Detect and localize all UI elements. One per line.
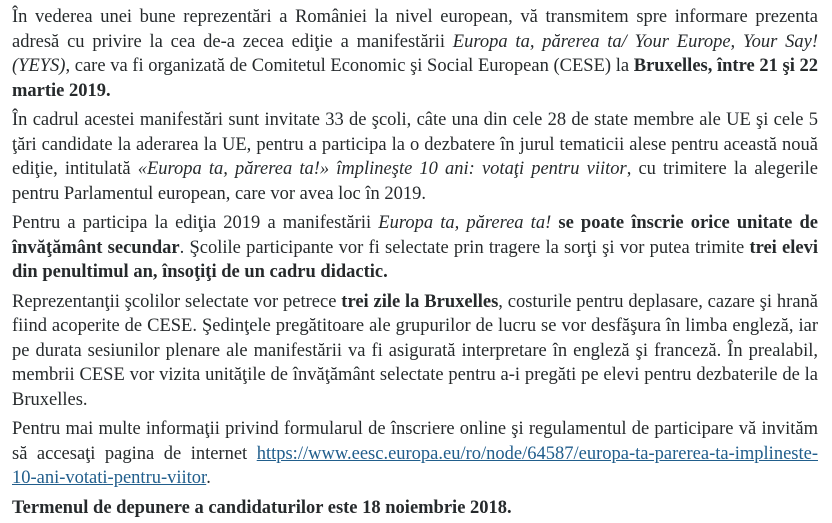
text-run: Reprezentanţii şcolilor selectate vor petrece (12, 291, 342, 312)
event-name-italic: Europa ta, părerea ta! (378, 213, 552, 233)
paragraph-deadline (12, 496, 818, 521)
text-run: . Şcolile participante vor fi selectate prin tragere la sorţi şi vor putea trimite (179, 237, 750, 258)
text-run: În cadrul acestei manifestări sunt invitate 33 de şcoli, câte una din cele 28 de state membre ale UE şi cele 5 ţări candidate la aderarea la UE, pentru a participa la o dezbatere în jurul tematicii alese pentru această nouă ediţie, intitulată (12, 110, 818, 179)
text-run: , cu trimitere la alegerile pentru Parlamentul european, care vor avea loc în 2019. (12, 159, 818, 204)
text-run: Pentru mai multe informaţii privind formularul de înscriere online şi regulamentul de participare vă invităm să accesaţi pagina de internet (12, 419, 818, 464)
event-title-italic: Europa ta, părerea ta/ Your Europe, Your Say! (YEYS) (12, 31, 818, 76)
paragraph-logistics (12, 290, 818, 413)
delegation-bold: trei elevi din penultimul an, însoţiţi de un cadru didactic. (12, 237, 818, 282)
paragraph-intro (12, 5, 818, 103)
duration-bold: trei zile la Bruxelles (341, 291, 499, 312)
text-run: Pentru a participa la ediţia 2019 a manifestării (12, 213, 379, 233)
paragraph-more-info (12, 417, 818, 491)
text-run: , care va fi organizată de Comitetul Economic şi Social European (CESE) la (65, 56, 634, 76)
paragraph-registration (12, 211, 818, 285)
text-run: , costurile pentru deplasare, cazare şi hrană fiind acoperite de CESE. Şedinţele pregătitoare ale grupurilor de lucru se vor desfăşura în limba engleză, iar pe durata sesiunilor plenare ale manifestării va fi asigurată interpretare în engleză şi franceză. În prealabil, membrii CESE vor vizita unităţile de învăţământ selectate pentru a-i pregăti pe elevi pentru dezbaterile de la Bruxelles. (12, 291, 818, 410)
paragraph-schools (12, 108, 818, 206)
event-date-bold: Bruxelles, între 21 şi 22 martie 2019. (12, 56, 818, 101)
edition-theme-italic: «Europa ta, părerea ta!» împlineşte 10 ani: votaţi pentru viitor (137, 159, 627, 179)
registration-page-link[interactable]: https://www.eesc.europa.eu/ro/node/64587/europa-ta-parerea-ta-implineste-10-ani-votati-pentru-viitor (12, 443, 818, 488)
text-run: În vederea unei bune reprezentări a României la nivel european, vă transmitem spre informare prezenta adresă cu privire la cea de-a zecea ediţie a manifestării (12, 7, 818, 52)
deadline-bold: Termenul de depunere a candidaturilor este 18 noiembrie 2018. (12, 497, 512, 518)
eligibility-bold: se poate înscrie orice unitate de învăţământ secundar (12, 213, 819, 258)
text-run: . (206, 468, 211, 488)
